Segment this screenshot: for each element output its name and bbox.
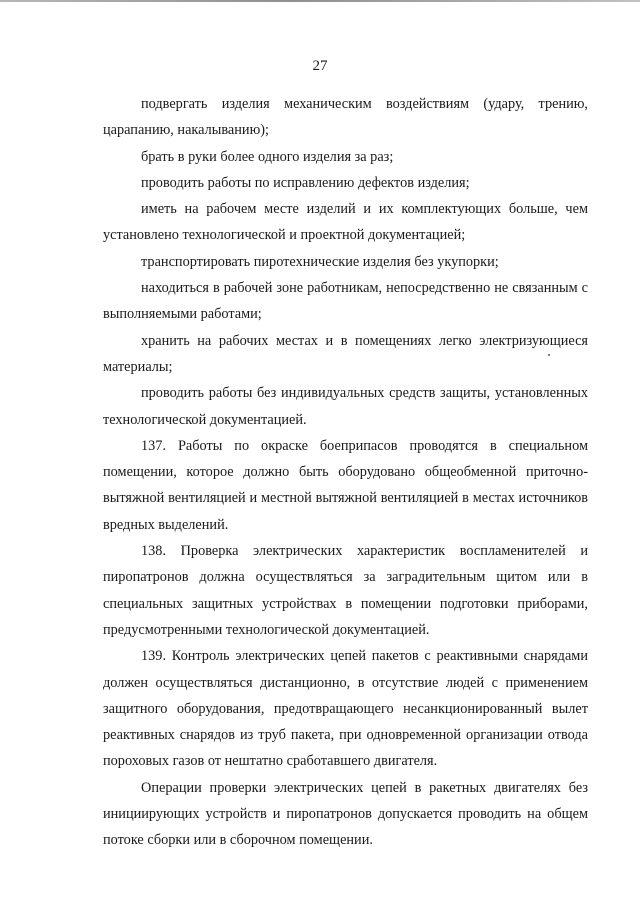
document-body (103, 91, 588, 854)
paragraph-2: брать в руки более одного изделия за раз; (141, 148, 394, 165)
paragraph-5: транспортировать пиротехнические изделия без укупорки; (141, 253, 499, 270)
paragraph-6: находиться в рабочей зоне работникам, непосредственно не связанным с выполняемыми работами; (103, 280, 588, 323)
paragraph-7: хранить на рабочих местах и в помещениях легко электризующиеся материалы; (103, 332, 588, 375)
scan-top-edge (0, 0, 640, 2)
scan-speck (548, 354, 550, 356)
paragraph-3: проводить работы по исправлению дефектов изделия; (141, 174, 470, 191)
paragraph-138: 138. Проверка электрических характеристик воспламенителей и пиропатронов должна осуществляться за заградительным щитом или в специальных защитных устройствах в помещении подготовки приборами, предусмотренными технологической документацией. (103, 543, 588, 638)
paragraph-139: 139. Контроль электрических цепей пакетов с реактивными снарядами должен осуществляться дистанционно, в отсутствие людей с применением защитного оборудования, предотвращающего несанкционированный вылет реактивных снарядов из труб пакета, при одновременной организации отвода пороховых газов от нештатно сработавшего двигателя. (103, 648, 588, 770)
paragraph-8: проводить работы без индивидуальных средств защиты, установленных технологической документацией. (103, 385, 588, 428)
paragraph-137: 137. Работы по окраске боеприпасов проводятся в специальном помещении, которое должно быть оборудовано общеобменной приточно-вытяжной вентиляцией и местной вытяжной вентиляцией в местах источников вредных выделений. (103, 437, 588, 533)
page-number: 27 (312, 58, 328, 74)
paragraph-4: иметь на рабочем месте изделий и их комплектующих больше, чем установлено технологической и проектной документацией; (103, 201, 588, 244)
paragraph-139-continued: Операции проверки электрических цепей в ракетных двигателях без инициирующих устройств и пиропатронов допускается проводить на общем потоке сборки или в сборочном помещении. (103, 779, 588, 849)
paragraph-1: подвергать изделия механическим воздействиям (удару, трению, царапанию, накалыванию); (103, 96, 588, 139)
